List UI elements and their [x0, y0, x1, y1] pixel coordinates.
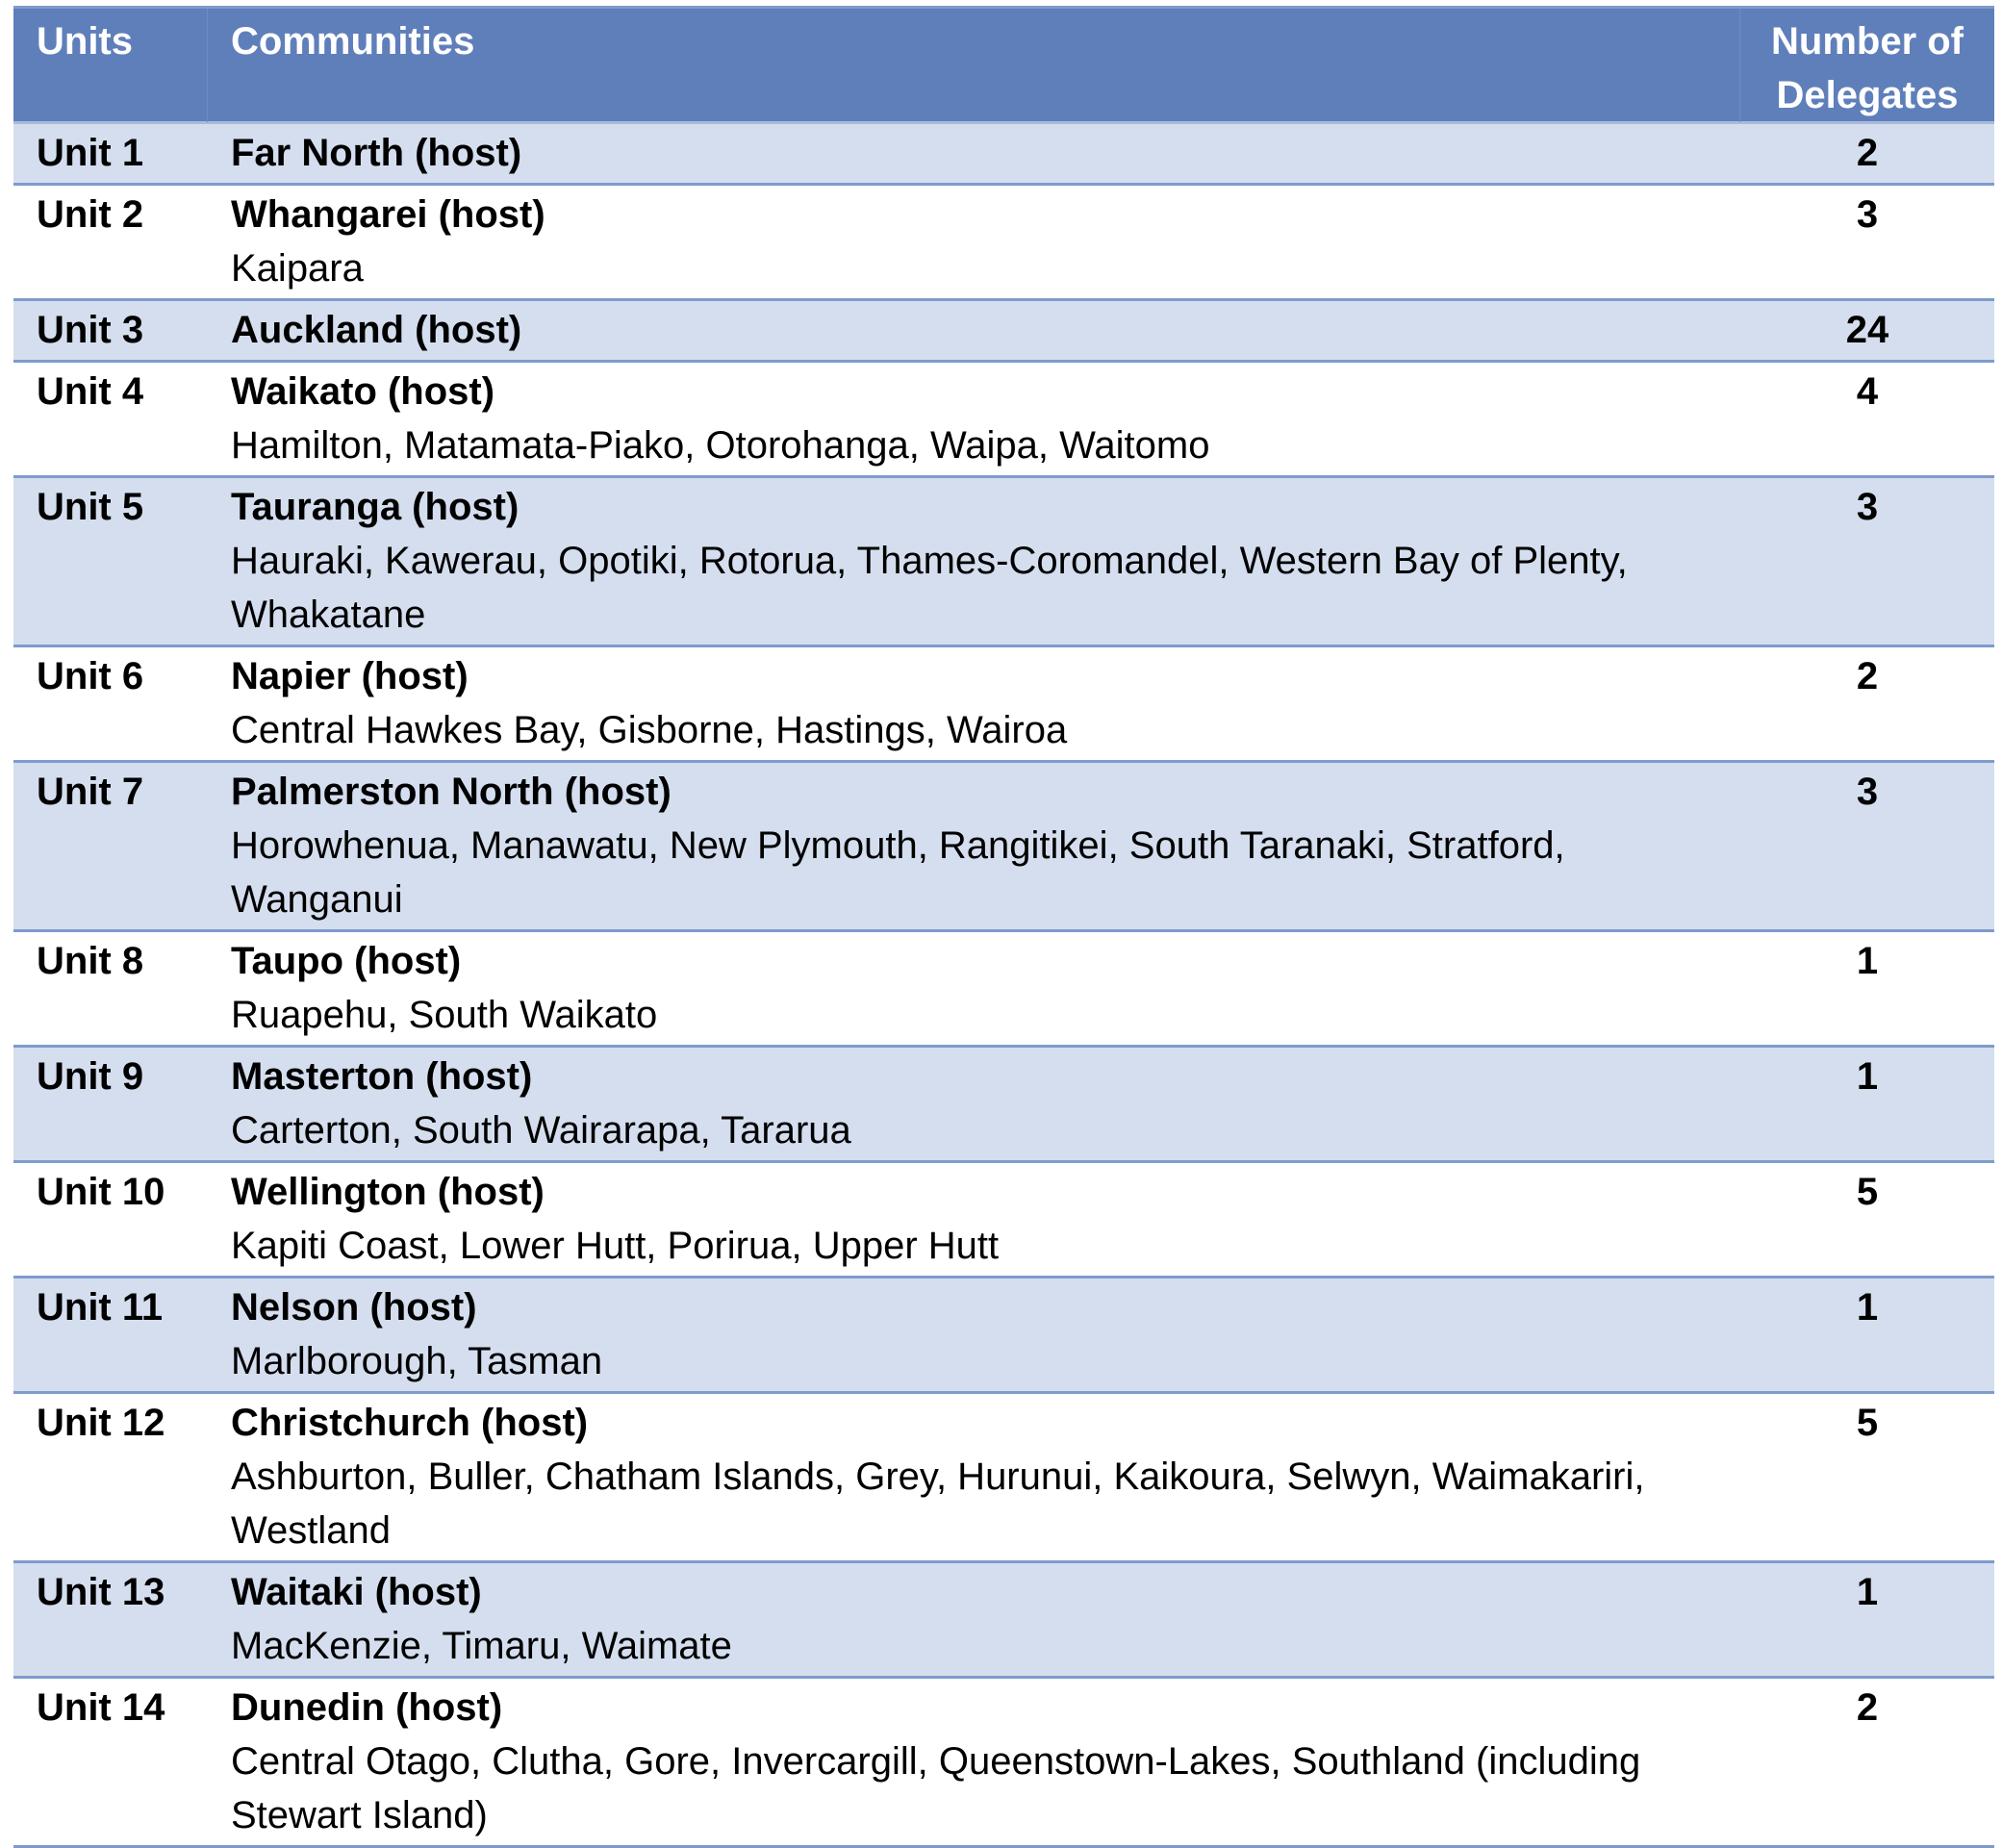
header-delegates-line1: Number of [1771, 20, 1964, 63]
host-community: Napier (host) [231, 655, 469, 697]
unit-cell: Unit 6 [37, 655, 144, 697]
member-communities: Ruapehu, South Waikato [231, 994, 658, 1036]
delegates-cell: 3 [1856, 193, 1879, 236]
delegates-cell: 3 [1856, 771, 1879, 813]
table-row [13, 1394, 1994, 1563]
table-row [13, 363, 1994, 478]
unit-cell: Unit 10 [37, 1171, 165, 1213]
table-row [13, 1163, 1994, 1278]
communities-cell [208, 647, 1740, 760]
member-communities: Kapiti Coast, Lower Hutt, Porirua, Upper Hutt [231, 1225, 1000, 1267]
host-community: Tauranga (host) [231, 486, 520, 528]
host-community: Dunedin (host) [231, 1686, 503, 1729]
member-communities: Central Otago, Clutha, Gore, Invercargill, Queenstown-Lakes, Southland (including Stewart Island) [231, 1740, 1641, 1836]
delegates-cell: 1 [1856, 940, 1879, 982]
header-communities-label: Communities [231, 20, 475, 63]
communities-cell [208, 932, 1740, 1045]
table-row [13, 301, 1994, 363]
unit-cell: Unit 4 [37, 370, 144, 413]
communities-cell [208, 1048, 1740, 1160]
member-communities: MacKenzie, Timaru, Waimate [231, 1625, 732, 1667]
host-community: Wellington (host) [231, 1171, 545, 1213]
host-community: Christchurch (host) [231, 1402, 589, 1444]
delegates-cell: 2 [1856, 655, 1879, 697]
host-community: Waitaki (host) [231, 1571, 482, 1613]
host-community: Nelson (host) [231, 1286, 477, 1329]
unit-cell: Unit 7 [37, 771, 144, 813]
delegates-cell: 2 [1856, 1686, 1879, 1729]
header-units-label: Units [37, 20, 133, 63]
table-row [13, 1278, 1994, 1394]
table-row [13, 124, 1994, 186]
table-row [13, 1563, 1994, 1679]
table-row [13, 763, 1994, 932]
host-community: Taupo (host) [231, 940, 462, 982]
unit-cell: Unit 5 [37, 486, 144, 528]
host-community: Palmerston North (host) [231, 771, 672, 813]
unit-cell: Unit 13 [37, 1571, 165, 1613]
host-community: Far North (host) [231, 132, 522, 174]
delegates-cell: 5 [1856, 1402, 1879, 1444]
communities-cell [208, 1278, 1740, 1391]
unit-cell: Unit 12 [37, 1402, 165, 1444]
member-communities: Kaipara [231, 247, 364, 290]
unit-cell: Unit 1 [37, 132, 144, 174]
member-communities: Hauraki, Kawerau, Opotiki, Rotorua, Thames-Coromandel, Western Bay of Plenty, Whakatane [231, 540, 1628, 636]
unit-cell: Unit 3 [37, 309, 144, 351]
header-communities [208, 9, 1740, 122]
delegates-table [13, 6, 1994, 1848]
table-body [13, 124, 1994, 1848]
communities-cell [208, 763, 1740, 929]
unit-cell: Unit 11 [37, 1286, 164, 1329]
delegates-cell: 1 [1856, 1055, 1879, 1098]
table-row [13, 1679, 1994, 1848]
delegates-cell: 3 [1856, 486, 1879, 528]
delegates-cell: 5 [1856, 1171, 1879, 1213]
table-row [13, 1048, 1994, 1163]
communities-cell [208, 363, 1740, 475]
communities-cell [208, 186, 1740, 298]
host-community: Auckland (host) [231, 309, 522, 351]
member-communities: Carterton, South Wairarapa, Tararua [231, 1109, 851, 1152]
table-row [13, 478, 1994, 647]
header-units [13, 9, 208, 122]
unit-cell: Unit 8 [37, 940, 144, 982]
table-header [13, 9, 1994, 124]
delegates-cell: 1 [1856, 1286, 1879, 1329]
table-row [13, 647, 1994, 763]
unit-cell: Unit 2 [37, 193, 144, 236]
member-communities: Ashburton, Buller, Chatham Islands, Grey, Hurunui, Kaikoura, Selwyn, Waimakariri, Westland [231, 1456, 1645, 1552]
member-communities: Hamilton, Matamata-Piako, Otorohanga, Waipa, Waitomo [231, 424, 1210, 467]
communities-cell [208, 478, 1740, 645]
host-community: Waikato (host) [231, 370, 495, 413]
table-row [13, 932, 1994, 1048]
delegates-cell: 4 [1856, 370, 1879, 413]
header-delegates-line2: Delegates [1776, 74, 1959, 116]
member-communities: Marlborough, Tasman [231, 1340, 603, 1382]
communities-cell [208, 1563, 1740, 1676]
member-communities: Central Hawkes Bay, Gisborne, Hastings, Wairoa [231, 709, 1068, 751]
communities-cell [208, 1679, 1740, 1845]
delegates-cell: 2 [1856, 132, 1879, 174]
communities-cell [208, 1163, 1740, 1276]
communities-cell [208, 1394, 1740, 1560]
delegates-cell: 1 [1856, 1571, 1879, 1613]
communities-cell [208, 301, 1740, 360]
table-row [13, 186, 1994, 301]
member-communities: Horowhenua, Manawatu, New Plymouth, Rangitikei, South Taranaki, Stratford, Wanganui [231, 824, 1565, 921]
host-community: Masterton (host) [231, 1055, 533, 1098]
host-community: Whangarei (host) [231, 193, 545, 236]
header-delegates [1740, 9, 1994, 122]
communities-cell [208, 124, 1740, 183]
unit-cell: Unit 9 [37, 1055, 144, 1098]
unit-cell: Unit 14 [37, 1686, 165, 1729]
delegates-cell: 24 [1845, 309, 1889, 351]
